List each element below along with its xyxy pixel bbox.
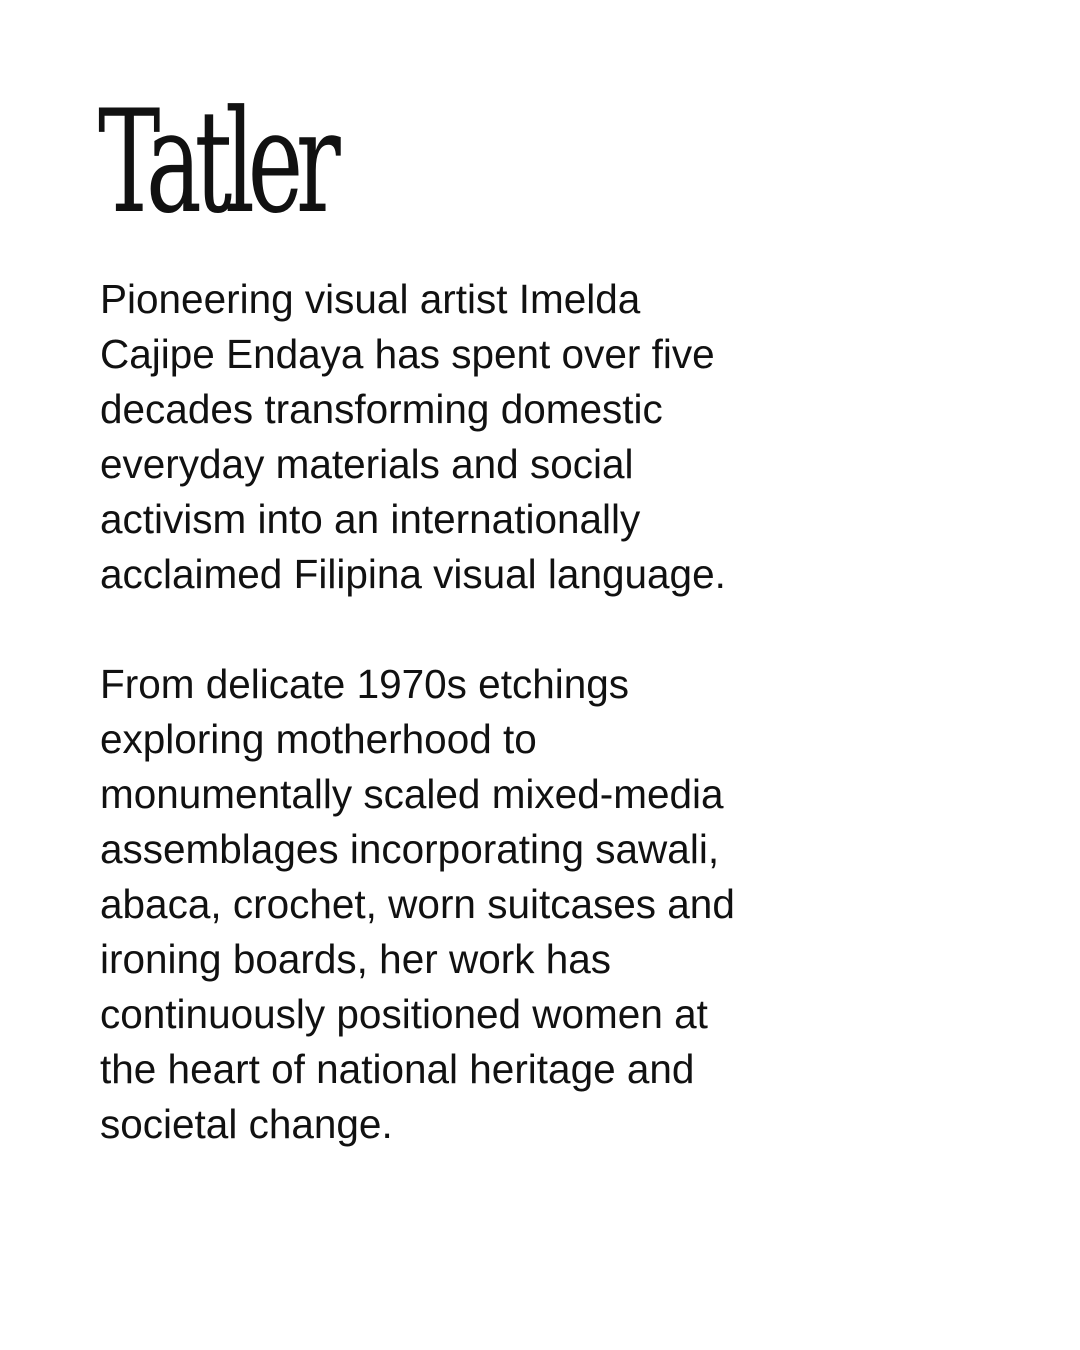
text-line: ironing boards, her work has	[100, 936, 612, 982]
text-line: societal change.	[100, 1101, 393, 1147]
article-body	[100, 272, 830, 1152]
text-line: activism into an internationally	[100, 496, 641, 542]
text-line: acclaimed Filipina visual language.	[100, 551, 726, 597]
text-line: monumentally scaled mixed-media	[100, 771, 724, 817]
text-line: the heart of national heritage and	[100, 1046, 695, 1092]
text-line: Cajipe Endaya has spent over five	[100, 331, 715, 377]
text-line: From delicate 1970s etchings	[100, 661, 630, 707]
text-line: Pioneering visual artist Imelda	[100, 276, 641, 322]
text-line: continuously positioned women at	[100, 991, 708, 1037]
text-line: exploring motherhood to	[100, 716, 537, 762]
text-line: assemblages incorporating sawali,	[100, 826, 720, 872]
text-line: decades transforming domestic	[100, 386, 663, 432]
paragraph-body	[100, 657, 830, 1152]
text-line: abaca, crochet, worn suitcases and	[100, 881, 735, 927]
paragraph-intro	[100, 272, 830, 602]
text-line: everyday materials and social	[100, 441, 634, 487]
tatler-logo: Tatler	[98, 80, 334, 245]
